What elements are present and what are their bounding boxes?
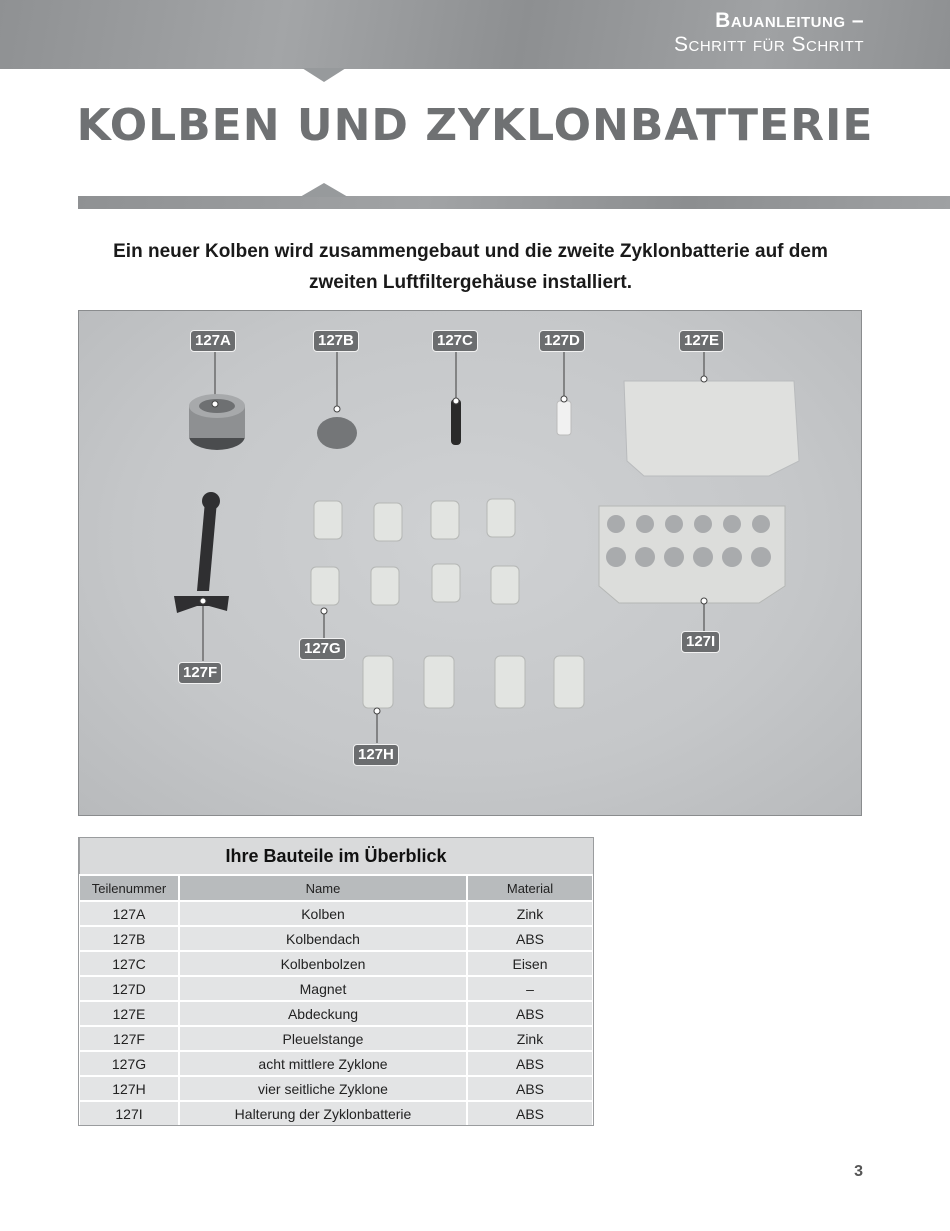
- page-number: 3: [854, 1163, 863, 1180]
- page-title: KOLBEN UND ZYKLONBATTERIE: [76, 100, 874, 151]
- intro-text: Ein neuer Kolben wird zusammengebaut und die zweite Zyklonbatterie auf dem zweiten Luftfiltergehäuse installiert.: [113, 241, 828, 293]
- cell-name: acht mittlere Zyklone: [179, 1051, 467, 1076]
- table-row: [79, 1051, 593, 1076]
- cell-name: Abdeckung: [179, 1001, 467, 1026]
- cell-name: Kolben: [179, 901, 467, 926]
- parts-overview-table: [78, 837, 594, 1127]
- piston-crown-part: [317, 417, 357, 449]
- middle-cyclones-part: [311, 499, 519, 605]
- label-127h: 127H: [353, 744, 399, 766]
- table-row: [79, 976, 593, 1001]
- cell-name: Magnet: [179, 976, 467, 1001]
- cell-name: Kolbenbolzen: [179, 951, 467, 976]
- cell-part-number: 127F: [79, 1026, 179, 1051]
- header-material: Material: [467, 875, 593, 901]
- cell-name: vier seitliche Zyklone: [179, 1076, 467, 1101]
- cell-material: ABS: [467, 1001, 593, 1026]
- cell-name: Pleuelstange: [179, 1026, 467, 1051]
- cell-part-number: 127C: [79, 951, 179, 976]
- cell-material: ABS: [467, 1076, 593, 1101]
- header-name: Name: [179, 875, 467, 901]
- table-row: [79, 1001, 593, 1026]
- connecting-rod-part: [174, 492, 229, 613]
- cell-part-number: 127G: [79, 1051, 179, 1076]
- cell-material: ABS: [467, 1101, 593, 1126]
- title-underline-bar: [78, 196, 950, 209]
- header-line-1: Bauanleitung –: [715, 9, 864, 32]
- label-127b: 127B: [313, 330, 359, 352]
- parts-illustration: [79, 311, 863, 817]
- cell-part-number: 127H: [79, 1076, 179, 1101]
- header-line-2: Schritt für Schritt: [674, 33, 864, 57]
- label-127i: 127I: [681, 631, 720, 653]
- side-cyclones-part: [363, 656, 584, 708]
- header-section-label: [674, 9, 864, 57]
- cell-material: Zink: [467, 901, 593, 926]
- cell-part-number: 127E: [79, 1001, 179, 1026]
- header-part-number: Teilenummer: [79, 875, 179, 901]
- cell-part-number: 127D: [79, 976, 179, 1001]
- magnet-part: [557, 401, 571, 435]
- cell-material: Eisen: [467, 951, 593, 976]
- label-127a: 127A: [190, 330, 236, 352]
- cell-material: Zink: [467, 1026, 593, 1051]
- table-title: Ihre Bauteile im Überblick: [79, 838, 593, 876]
- cell-part-number: 127A: [79, 901, 179, 926]
- cell-part-number: 127B: [79, 926, 179, 951]
- cell-material: –: [467, 976, 593, 1001]
- piston-pin-part: [451, 399, 461, 445]
- header-notch: [302, 68, 346, 82]
- table-row: [79, 1026, 593, 1051]
- cell-name: Halterung der Zyklonbatterie: [179, 1101, 467, 1126]
- label-127f: 127F: [178, 662, 222, 684]
- table-row: [79, 1101, 593, 1126]
- cyclone-holder-part: [599, 506, 785, 603]
- title-bar-notch: [300, 183, 348, 197]
- table-header-row: [79, 875, 593, 901]
- cell-name: Kolbendach: [179, 926, 467, 951]
- table-row: [79, 926, 593, 951]
- label-127d: 127D: [539, 330, 585, 352]
- label-127g: 127G: [299, 638, 346, 660]
- cell-material: ABS: [467, 1051, 593, 1076]
- table-row: [79, 901, 593, 926]
- table-row: [79, 1076, 593, 1101]
- label-127e: 127E: [679, 330, 724, 352]
- cell-part-number: 127I: [79, 1101, 179, 1126]
- cover-part: [624, 381, 799, 476]
- parts-photo: [78, 310, 862, 816]
- table-row: [79, 951, 593, 976]
- label-127c: 127C: [432, 330, 478, 352]
- cell-material: ABS: [467, 926, 593, 951]
